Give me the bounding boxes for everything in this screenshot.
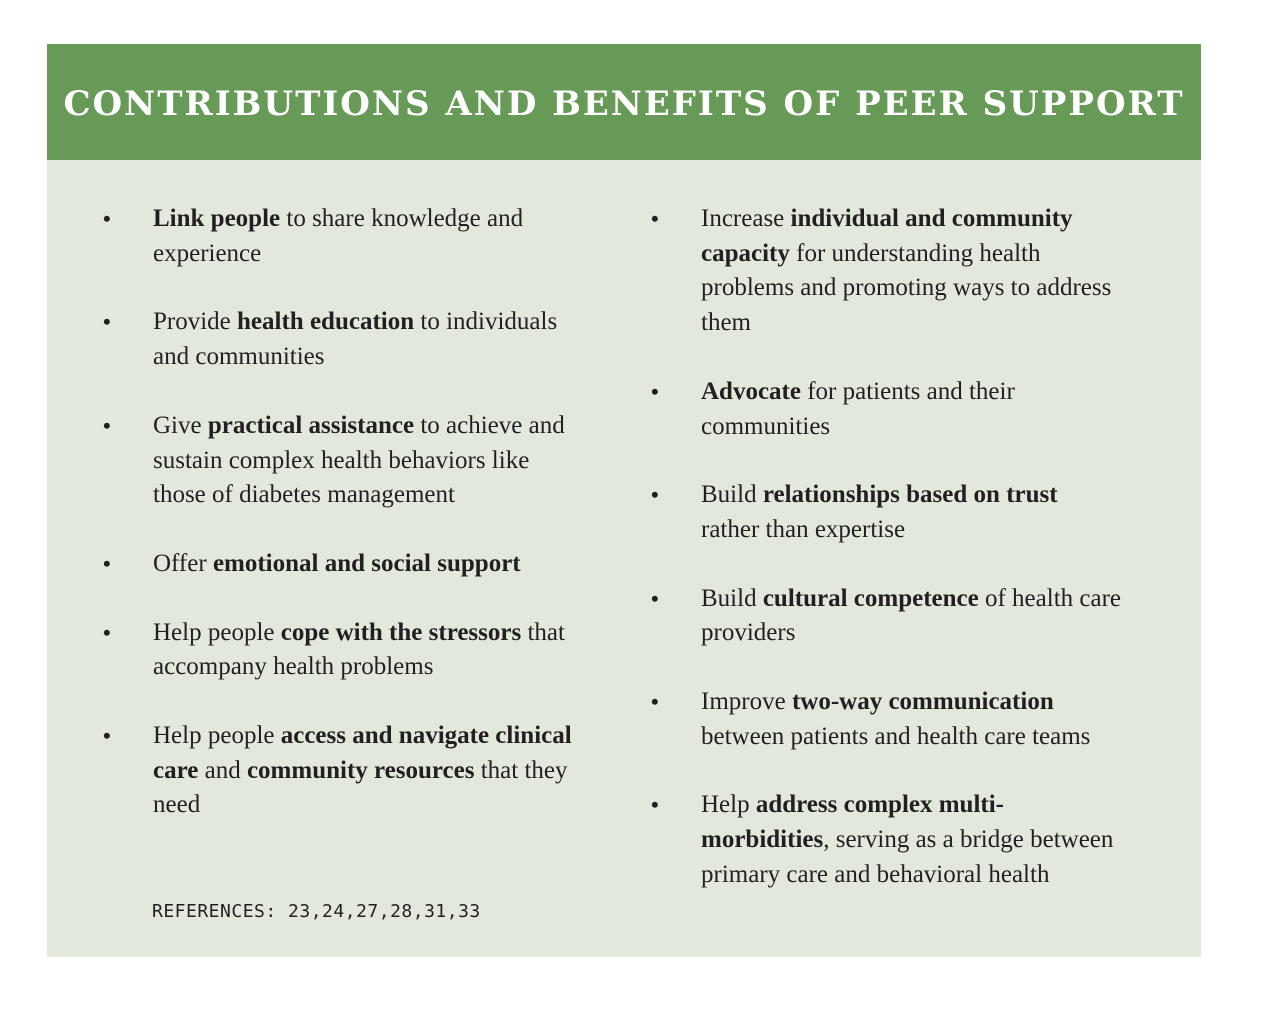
list-item-emphasis: Advocate	[701, 377, 801, 405]
bullet-icon: •	[651, 482, 659, 508]
list-item-emphasis: emotional and social support	[212, 549, 521, 577]
list-item-emphasis: health education	[237, 308, 415, 336]
benefits-list-right	[651, 202, 1121, 927]
list-item	[103, 719, 573, 823]
list-item	[103, 305, 573, 374]
list-item	[103, 547, 573, 582]
benefits-list-left	[103, 202, 573, 857]
list-item-text: to individuals and communities	[153, 308, 558, 371]
list-item-text: Help	[701, 791, 756, 819]
list-item-text: for patients and their communities	[701, 377, 1015, 440]
list-item-emphasis: cope with the stressors	[280, 618, 522, 646]
list-item-text: Increase	[701, 205, 791, 232]
list-item-text: Improve	[701, 688, 792, 716]
list-item-text: Provide	[153, 308, 238, 336]
bullet-icon: •	[651, 206, 659, 231]
list-item-emphasis: access and navigate clinical care	[153, 722, 572, 784]
list-item-text: Offer	[153, 549, 213, 577]
list-item	[651, 685, 1121, 754]
list-item-text: Give	[153, 411, 208, 439]
bullet-icon: •	[651, 792, 659, 818]
list-item	[103, 616, 573, 685]
list-item-text: that accompany health problems	[153, 618, 565, 681]
page-title: CONTRIBUTIONS AND BENEFITS OF PEER SUPPORT	[63, 84, 1185, 124]
list-item-emphasis: community resources	[246, 756, 475, 784]
list-item-emphasis: Link people	[153, 205, 281, 232]
list-item-text: for understanding health problems and promoting ways to address them	[701, 239, 1112, 337]
list-item-text: to achieve and sustain complex health behaviors like those of diabetes management	[153, 411, 565, 509]
list-item	[651, 582, 1121, 651]
list-item-text: , serving as a bridge between primary care and behavioral health	[701, 826, 1114, 888]
list-item-text: of health care providers	[701, 584, 1122, 647]
list-item-emphasis: two-way communication	[791, 688, 1054, 716]
list-item-text: Build	[701, 481, 763, 509]
list-item-text: between patients and health care teams	[701, 722, 1091, 750]
list-item-text: Help people	[153, 618, 281, 646]
bullet-icon: •	[103, 206, 111, 231]
list-item-text: to share knowledge and experience	[153, 205, 524, 267]
list-item-emphasis: practical assistance	[207, 411, 415, 439]
list-item	[651, 478, 1121, 547]
bullet-icon: •	[651, 689, 659, 715]
list-item-emphasis: cultural competence	[762, 584, 979, 612]
list-item	[103, 409, 573, 513]
panel-header	[47, 44, 1201, 160]
bullet-icon: •	[651, 585, 659, 611]
list-item-emphasis: address complex multi-morbidities	[701, 791, 1005, 854]
list-item	[651, 375, 1121, 444]
list-item-text: and	[198, 756, 247, 784]
bullet-icon: •	[103, 723, 111, 749]
bullet-icon: •	[651, 378, 659, 404]
list-item-text: that they need	[153, 756, 568, 819]
references-line: REFERENCES: 23,24,27,28,31,33	[152, 901, 481, 922]
list-item	[103, 202, 573, 271]
peer-support-panel	[47, 44, 1201, 957]
list-item-text: Build	[701, 584, 763, 612]
list-item-text: Help people	[153, 722, 281, 750]
bullet-icon: •	[103, 309, 111, 335]
list-item-text: rather than expertise	[701, 515, 906, 543]
list-item-emphasis: individual and community capacity	[701, 205, 1073, 267]
bullet-icon: •	[103, 619, 111, 645]
list-item	[651, 788, 1121, 892]
bullet-icon: •	[103, 550, 111, 576]
list-item-emphasis: relationships based on trust	[762, 481, 1058, 509]
bullet-icon: •	[103, 412, 111, 438]
list-item	[651, 202, 1121, 341]
